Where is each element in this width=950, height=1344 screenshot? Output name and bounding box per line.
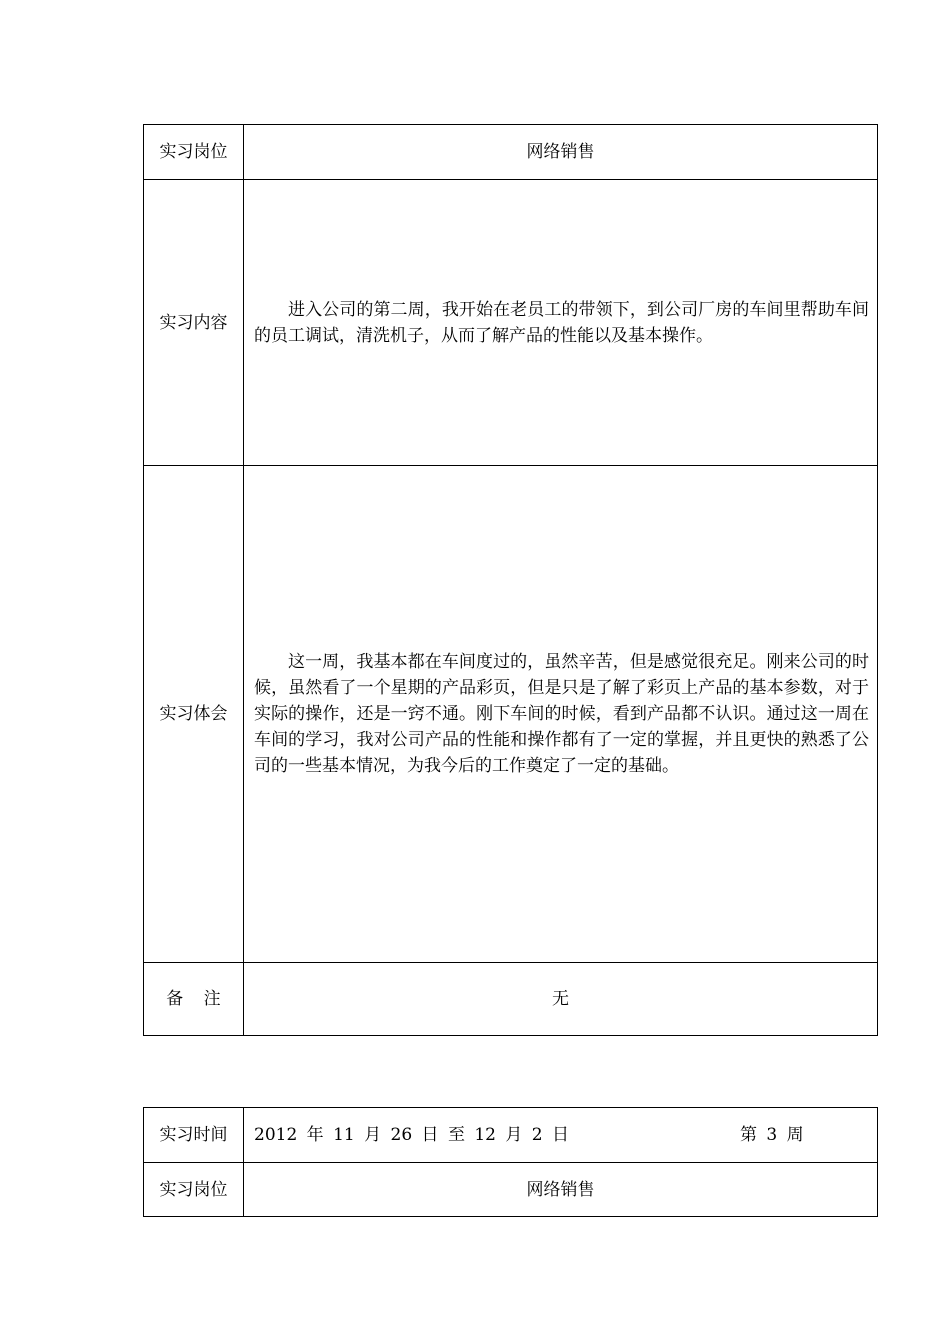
time-label: 实习时间	[144, 1108, 244, 1163]
remarks-value: 无	[244, 963, 878, 1036]
experience-row	[144, 466, 878, 963]
content-row	[144, 180, 878, 466]
position-label: 实习岗位	[144, 125, 244, 180]
remarks-row	[144, 963, 878, 1036]
week-number-value: 第 3 周	[740, 1125, 804, 1145]
position-row-2	[144, 1163, 878, 1217]
position-value: 网络销售	[244, 125, 878, 180]
remarks-label: 备注	[144, 963, 244, 1036]
content-text: 进入公司的第二周，我开始在老员工的带领下，到公司厂房的车间里帮助车间的员工调试，清洗机子，从而了解产品的性能以及基本操作。	[254, 299, 869, 346]
time-row	[144, 1108, 878, 1163]
internship-time-table	[143, 1107, 878, 1217]
experience-cell	[244, 466, 878, 963]
time-range-value: 2012 年 11 月 26 日 至 12 月 2 日	[254, 1125, 570, 1145]
position-row	[144, 125, 878, 180]
experience-text: 这一周，我基本都在车间度过的，虽然辛苦，但是感觉很充足。刚来公司的时候，虽然看了一个星期的产品彩页，但是只是了解了彩页上产品的基本参数，对于实际的操作，还是一窍不通。刚下车间的时候，看到产品都不认识。通过这一周在车间的学习，我对公司产品的性能和操作都有了一定的掌握，并且更快的熟悉了公司的一些基本情况，为我今后的工作奠定了一定的基础。	[254, 652, 869, 776]
internship-record-table	[143, 124, 878, 1036]
position-label-2: 实习岗位	[144, 1163, 244, 1217]
time-cell	[244, 1108, 878, 1163]
position-value-2: 网络销售	[244, 1163, 878, 1217]
content-label: 实习内容	[144, 180, 244, 466]
experience-label: 实习体会	[144, 466, 244, 963]
content-cell	[244, 180, 878, 466]
